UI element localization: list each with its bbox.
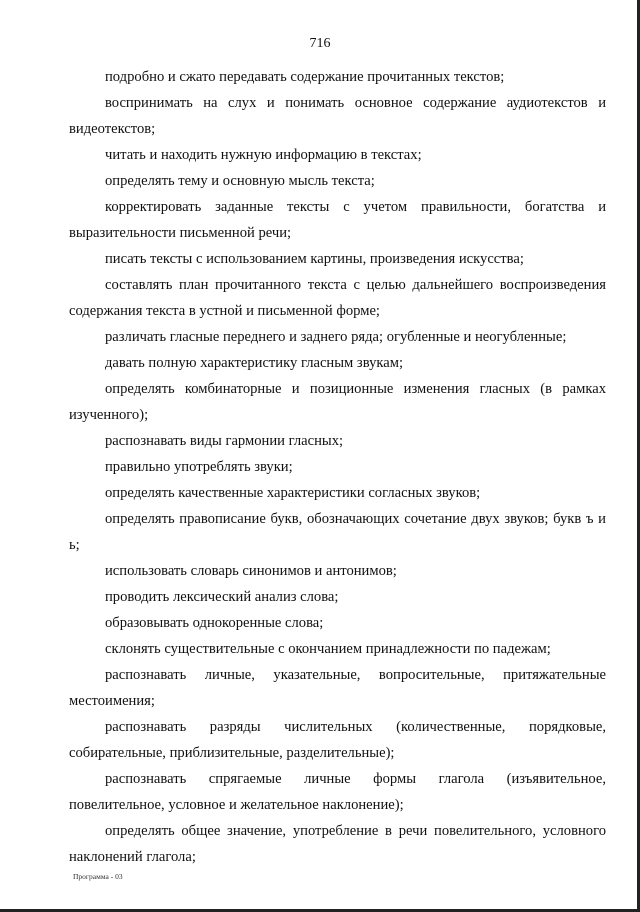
list-item: различать гласные переднего и заднего ряда; огубленные и неогубленные; [105, 329, 567, 345]
list-item: использовать словарь синонимов и антонимов; [105, 563, 397, 579]
list-item: правильно употреблять звуки; [105, 459, 293, 475]
list-item: распознавать личные, указательные, вопросительные, притяжательные местоимения; [69, 667, 606, 709]
list-item: определять тему и основную мысль текста; [105, 173, 375, 189]
list-item: определять комбинаторные и позиционные изменения гласных (в рамках изученного); [69, 381, 606, 423]
list-item: образовывать однокоренные слова; [105, 615, 324, 631]
list-item: составлять план прочитанного текста с целью дальнейшего воспроизведения содержания текста в устной и письменной форме; [69, 277, 606, 319]
list-item: писать тексты с использованием картины, произведения искусства; [105, 251, 524, 267]
list-item: проводить лексический анализ слова; [105, 589, 339, 605]
list-item: определять правописание букв, обозначающих сочетание двух звуков; букв ъ и ь; [69, 511, 606, 553]
page-number: 716 [309, 36, 331, 51]
list-item: читать и находить нужную информацию в текстах; [105, 147, 422, 163]
list-item: определять качественные характеристики согласных звуков; [105, 485, 481, 501]
list-item: корректировать заданные тексты с учетом правильности, богатства и выразительности письменной речи; [69, 199, 606, 241]
list-item: распознавать виды гармонии гласных; [105, 433, 344, 449]
footer-label: Программа - 03 [73, 872, 123, 881]
list-item: определять общее значение, употребление в речи повелительного, условного наклонений глагола; [69, 823, 606, 865]
list-item: склонять существительные с окончанием принадлежности по падежам; [105, 641, 551, 657]
list-item: подробно и сжато передавать содержание прочитанных текстов; [105, 69, 505, 85]
list-item: давать полную характеристику гласным звукам; [105, 355, 404, 371]
document-body [69, 64, 606, 870]
list-item: распознавать спрягаемые личные формы глагола (изъявительное, повелительное, условное и желательное наклонение); [69, 771, 606, 813]
list-item: распознавать разряды числительных (количественные, порядковые, собирательные, приблизительные, разделительные); [69, 719, 606, 761]
list-item: воспринимать на слух и понимать основное содержание аудиотекстов и видеотекстов; [69, 95, 606, 137]
